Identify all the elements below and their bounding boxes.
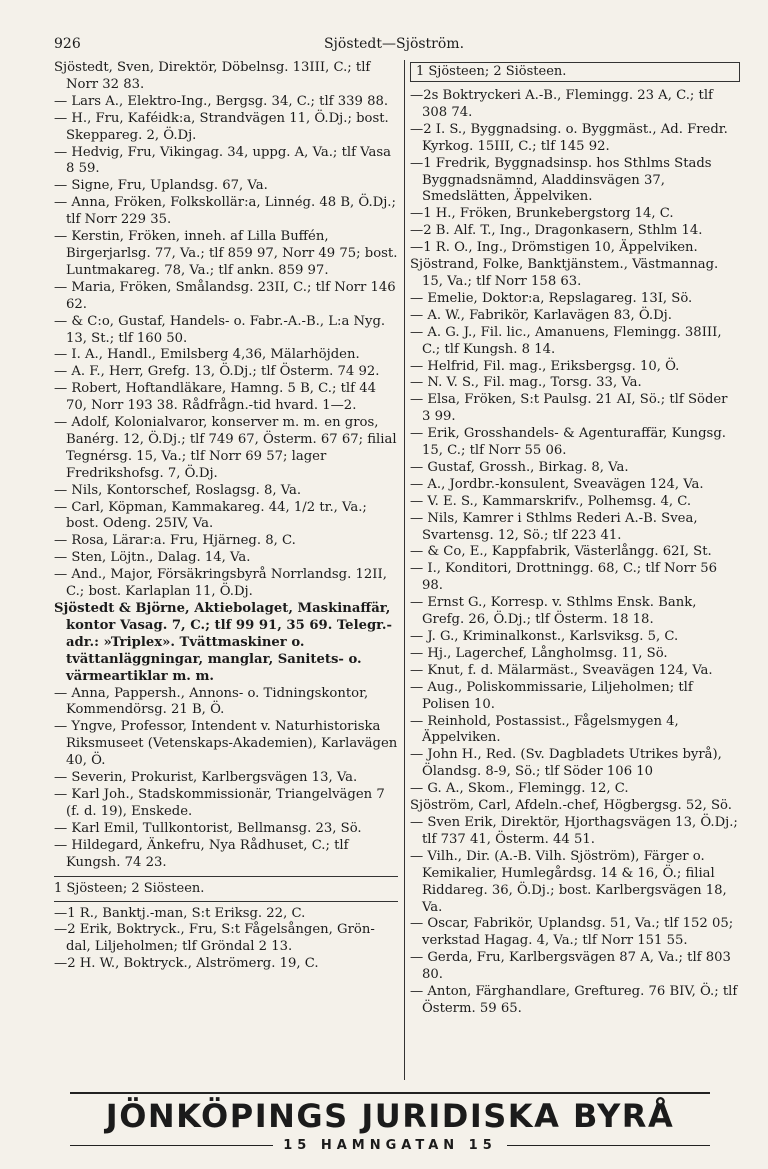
section-rule-2 bbox=[54, 901, 398, 902]
advert-name: JÖNKÖPINGS JURIDISKA BYRÅ bbox=[105, 1097, 675, 1135]
directory-entry: — Hedvig, Fru, Vikingag. 34, uppg. A, Va.; tlf Vasa 8 59. bbox=[54, 144, 391, 177]
advert-address-row bbox=[70, 1138, 710, 1153]
footnote-entry: —1 R., Banktj.-man, S:t Eriksg. 22, C. bbox=[54, 905, 306, 921]
directory-entry: — Carl, Köpman, Kammakareg. 44, 1/2 tr., Va.; bost. Odeng. 25IV, Va. bbox=[54, 499, 367, 532]
directory-entry: — Gerda, Fru, Karlbergsvägen 87 A, Va.; tlf 803 80. bbox=[410, 950, 731, 983]
directory-entry: — Reinhold, Postassist., Fågelsmygen 4, Äppelviken. bbox=[410, 713, 679, 746]
directory-entry: — & Co, E., Kappfabrik, Västerlångg. 62I, St. bbox=[410, 544, 712, 560]
directory-entry: Sjöstedt, Sven, Direktör, Döbelnsg. 13III, C.; tlf Norr 32 83. bbox=[54, 60, 371, 92]
directory-entry: — Knut, f. d. Mälarmäst., Sveavägen 124, Va. bbox=[410, 662, 713, 678]
directory-entry: — Signe, Fru, Uplandsg. 67, Va. bbox=[54, 178, 268, 194]
directory-entry: — Anna, Pappersh., Annons- o. Tidningskontor, Kommendörsg. 21 B, Ö. bbox=[54, 685, 369, 718]
directory-entry: — Aug., Poliskommissarie, Liljeholmen; tlf Polisen 10. bbox=[410, 679, 693, 712]
left-entry-list-after bbox=[54, 686, 398, 872]
footnote-entry: —2 H. W., Boktryck., Alströmerg. 19, C. bbox=[54, 956, 319, 972]
directory-entry: — Helfrid, Fil. mag., Eriksbergsg. 10, Ö. bbox=[410, 358, 680, 374]
directory-entry: — N. V. S., Fil. mag., Torsg. 33, Va. bbox=[410, 375, 642, 391]
directory-entry: — J. G., Kriminalkonst., Karlsviksg. 5, C. bbox=[410, 629, 679, 644]
right-note-box: 1 Sjösteen; 2 Siösteen. bbox=[410, 62, 740, 82]
right-column bbox=[410, 60, 740, 1018]
advert-address: 15 HAMNGATAN 15 bbox=[283, 1138, 497, 1153]
directory-entry: — Kerstin, Fröken, inneh. af Lilla Buffén, Birgerjarlsg. 77, Va.; tlf 859 97, Norr 49 75; bost. Luntmakareg. 78, Va.; tlf ankn. 859 97. bbox=[54, 229, 398, 278]
advert-left-rule bbox=[70, 1145, 273, 1146]
directory-entry: — Rosa, Lärar:a. Fru, Hjärneg. 8, C. bbox=[54, 533, 296, 549]
left-footnote-list bbox=[54, 906, 398, 974]
directory-entry: — Sten, Löjtn., Dalag. 14, Va. bbox=[54, 550, 251, 566]
left-note-box: 1 Sjösteen; 2 Siösteen. bbox=[54, 880, 205, 896]
directory-entry: — Nils, Kamrer i Sthlms Rederi A.-B. Svea, Svartensg. 12, Sö.; tlf 223 41. bbox=[410, 510, 698, 543]
directory-entry: —1 R. O., Ing., Drömstigen 10, Äppelviken. bbox=[410, 240, 698, 256]
directory-entry: — Maria, Fröken, Smålandsg. 23II, C.; tlf Norr 146 62. bbox=[54, 279, 396, 312]
directory-entry: — A., Jordbr.-konsulent, Sveavägen 124, Va. bbox=[410, 476, 704, 492]
directory-entry: — Hj., Lagerchef, Långholmsg. 11, Sö. bbox=[410, 645, 668, 661]
directory-entry: —1 Fredrik, Byggnadsinsp. hos Sthlms Stads Byggnadsnämnd, Aladdinsvägen 37, Smedslätten, Äppelviken. bbox=[410, 155, 712, 205]
sjostrand-entry-list bbox=[410, 257, 740, 798]
left-column bbox=[54, 60, 398, 973]
right-entry-list bbox=[410, 88, 740, 257]
column-divider bbox=[404, 60, 405, 1080]
directory-entry: — Nils, Kontorschef, Roslagsg. 8, Va. bbox=[54, 482, 302, 498]
directory-entry: — Adolf, Kolonialvaror, konserver m. m. en gros, Banérg. 12, Ö.Dj.; tlf 749 67, Österm. 67 67; filial Tegnérsg. 15, Va.; tlf Norr 69 57; lager Fredrikshofsg. 7, Ö.Dj. bbox=[54, 415, 397, 481]
footnote-entry: —2 Erik, Boktryck., Fru, S:t Fågelsången, Grön-dal, Liljeholmen; tlf Gröndal 2 13. bbox=[54, 922, 375, 955]
directory-entry: — & C:o, Gustaf, Handels- o. Fabr.-A.-B., L:a Nyg. 13, St.; tlf 160 50. bbox=[54, 313, 386, 346]
directory-entry: — G. A., Skom., Flemingg. 12, C. bbox=[410, 781, 629, 797]
directory-entry: Sjöström, Carl, Afdeln.-chef, Högbergsg. 52, Sö. bbox=[410, 798, 732, 814]
directory-entry: Sjöstrand, Folke, Banktjänstem., Västmannag. 15, Va.; tlf Norr 158 63. bbox=[410, 257, 719, 289]
company-entry: Sjöstedt & Björne, Aktiebolaget, Maskinaffär, kontor Vasag. 7, C.; tlf 99 91, 35 69. Telegr.-adr.: »Triplex». Tvättmaskiner o. tvättanläggningar, manglar, Sanitets- o. värmeartiklar m. m. bbox=[54, 601, 392, 684]
directory-entry: — Gustaf, Grossh., Birkag. 8, Va. bbox=[410, 459, 629, 475]
footer-advert bbox=[70, 1092, 710, 1153]
advert-top-rule bbox=[70, 1092, 710, 1094]
directory-entry: — John H., Red. (Sv. Dagbladets Utrikes byrå), Ölandsg. 8-9, Sö.; tlf Söder 106 10 bbox=[410, 747, 722, 780]
directory-entry: — I. A., Handl., Emilsberg 4,36, Mälarhöjden. bbox=[54, 347, 360, 363]
page-number: 926 bbox=[54, 36, 81, 52]
directory-entry: — Anton, Färghandlare, Greftureg. 76 BIV, Ö.; tlf Österm. 59 65. bbox=[410, 984, 738, 1016]
advert-right-rule bbox=[507, 1145, 710, 1146]
directory-entry: —2 B. Alf. T., Ing., Dragonkasern, Sthlm 14. bbox=[410, 223, 703, 239]
directory-entry: — Oscar, Fabrikör, Uplandsg. 51, Va.; tlf 152 05; verkstad Hagag. 4, Va.; tlf Norr 151 55. bbox=[410, 916, 734, 949]
directory-entry: — Erik, Grosshandels- & Agenturaffär, Kungsg. 15, C.; tlf Norr 55 06. bbox=[410, 426, 726, 459]
page-title: Sjöstedt—Sjöström. bbox=[323, 36, 465, 52]
directory-entry: — Sven Erik, Direktör, Hjorthagsvägen 13, Ö.Dj.; tlf 737 41, Österm. 44 51. bbox=[410, 814, 738, 847]
directory-entry: — Severin, Prokurist, Karlbergsvägen 13, Va. bbox=[54, 770, 358, 786]
directory-entry: — Hildegard, Änkefru, Nya Rådhuset, C.; tlf Kungsh. 74 23. bbox=[54, 837, 349, 870]
directory-entry: — Yngve, Professor, Intendent v. Naturhistoriska Riksmuseet (Vetenskaps-Akademien), Karlavägen 40, Ö. bbox=[54, 719, 398, 769]
sjostrom-entry-list bbox=[410, 798, 740, 1018]
directory-entry: —2 I. S., Byggnadsing. o. Byggmäst., Ad. Fredr. Kyrkog. 15III, C.; tlf 145 92. bbox=[410, 121, 728, 154]
directory-entry: — H., Fru, Kaféidk:a, Strandvägen 11, Ö.Dj.; bost. Skeppareg. 2, Ö.Dj. bbox=[54, 110, 389, 143]
directory-entry: — Vilh., Dir. (A.-B. Vilh. Sjöström), Färger o. Kemikalier, Humlegårdsg. 14 & 16, Ö.; filial Riddareg. 36, Ö.Dj.; bost. Karlbergsvägen 18, Va. bbox=[410, 848, 727, 915]
directory-entry: — Karl Emil, Tullkontorist, Bellmansg. 23, Sö. bbox=[54, 820, 362, 836]
directory-entry: — A. F., Herr, Grefg. 13, Ö.Dj.; tlf Österm. 74 92. bbox=[54, 364, 380, 380]
directory-entry: —2s Boktryckeri A.-B., Flemingg. 23 A, C.; tlf 308 74. bbox=[410, 88, 713, 120]
page-header bbox=[54, 36, 734, 58]
left-entry-list bbox=[54, 60, 398, 601]
directory-entry: — I., Konditori, Drottningg. 68, C.; tlf Norr 56 98. bbox=[410, 561, 718, 594]
directory-entry: — A. W., Fabrikör, Karlavägen 83, Ö.Dj. bbox=[410, 307, 672, 323]
directory-entry: — Emelie, Doktor:a, Repslagareg. 13I, Sö. bbox=[410, 290, 693, 306]
directory-entry: — Karl Joh., Stadskommissionär, Triangelvägen 7 (f. d. 19), Enskede. bbox=[54, 786, 385, 819]
directory-entry: — Robert, Hoftandläkare, Hamng. 5 B, C.; tlf 44 70, Norr 193 38. Rådfrågn.-tid hvard. 1—2. bbox=[54, 381, 376, 414]
directory-entry: —1 H., Fröken, Brunkebergstorg 14, C. bbox=[410, 206, 674, 222]
directory-entry: — Anna, Fröken, Folkskollär:a, Linnég. 48 B, Ö.Dj.; tlf Norr 229 35. bbox=[54, 195, 396, 228]
directory-entry: — A. G. J., Fil. lic., Amanuens, Flemingg. 38III, C.; tlf Kungsh. 8 14. bbox=[410, 324, 722, 357]
directory-entry: — Elsa, Fröken, S:t Paulsg. 21 AI, Sö.; tlf Söder 3 99. bbox=[410, 392, 728, 425]
directory-entry: — And., Major, Försäkringsbyrå Norrlandsg. 12II, C.; bost. Karlaplan 11, Ö.Dj. bbox=[54, 567, 387, 600]
section-rule bbox=[54, 876, 398, 877]
directory-entry: — Lars A., Elektro-Ing., Bergsg. 34, C.; tlf 339 88. bbox=[54, 93, 389, 109]
directory-entry: — V. E. S., Kammarskrifv., Polhemsg. 4, C. bbox=[410, 493, 692, 509]
directory-entry: — Ernst G., Korresp. v. Sthlms Ensk. Bank, Grefg. 26, Ö.Dj.; tlf Österm. 18 18. bbox=[410, 595, 697, 628]
